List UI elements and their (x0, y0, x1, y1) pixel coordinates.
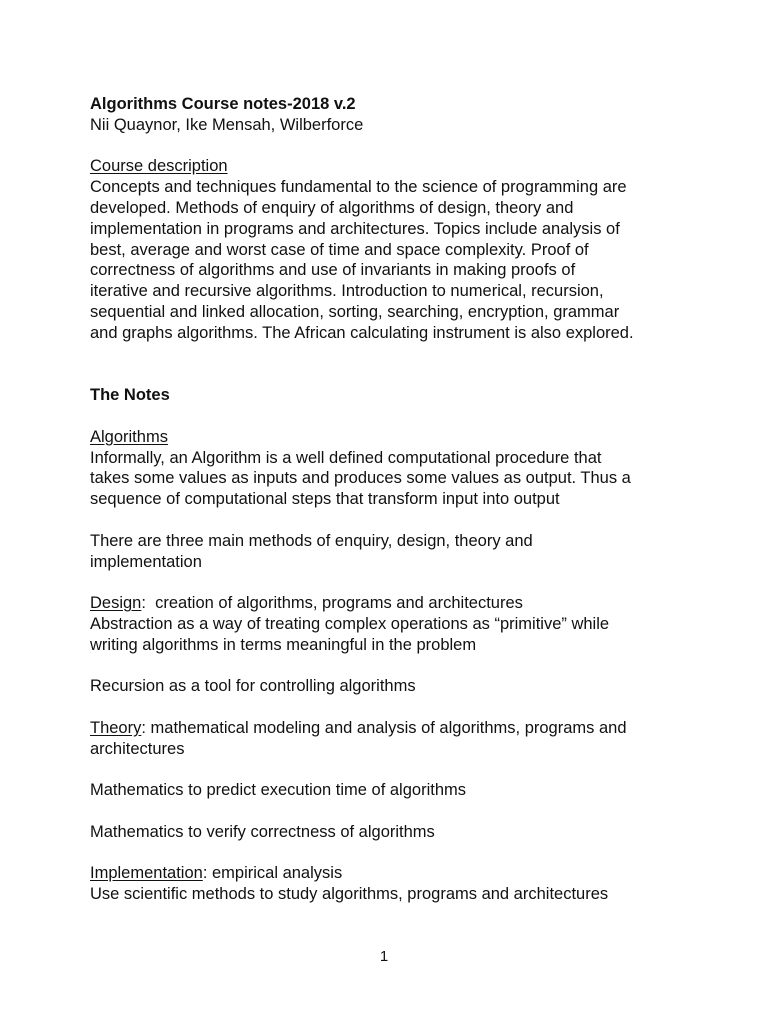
abstraction-line: writing algorithms in terms meaningful in the problem (90, 635, 477, 654)
math-verify-line: Mathematics to verify correctness of algorithms (90, 822, 435, 841)
recursion-line: Recursion as a tool for controlling algorithms (90, 677, 416, 696)
authors-line: Nii Quaynor, Ike Mensah, Wilberforce (90, 115, 364, 134)
course-description-line: best, average and worst case of time and space complexity. Proof of (90, 240, 589, 259)
implementation-label: Implementation (90, 864, 203, 883)
scientific-methods-line: Use scientific methods to study algorithms, programs and architectures (90, 885, 609, 904)
design-text: : creation of algorithms, programs and architectures (141, 594, 523, 613)
algorithms-heading: Algorithms (90, 427, 168, 446)
algorithms-line: Informally, an Algorithm is a well defined computational procedure that (90, 448, 602, 467)
design-label: Design (90, 594, 142, 613)
course-description-line: developed. Methods of enquiry of algorithms of design, theory and (90, 198, 574, 217)
algorithms-line: takes some values as inputs and produces some values as output. Thus a (90, 469, 631, 488)
theory-line-2: architectures (90, 739, 185, 758)
algorithms-paragraph (90, 448, 690, 510)
document-title: Algorithms Course notes-2018 v.2 (90, 95, 356, 113)
course-description-line: implementation in programs and architectures. Topics include analysis of (90, 219, 620, 238)
methods-line: implementation (90, 552, 202, 571)
algorithms-line: sequence of computational steps that transform input into output (90, 490, 560, 509)
course-description-heading: Course description (90, 157, 228, 176)
abstraction-paragraph (90, 614, 690, 656)
course-description-paragraph (90, 177, 690, 343)
notes-heading: The Notes (90, 386, 170, 405)
theory-line (90, 718, 690, 739)
theory-text: : mathematical modeling and analysis of algorithms, programs and (141, 718, 627, 737)
math-predict-line: Mathematics to predict execution time of algorithms (90, 781, 466, 800)
course-description-line: and graphs algorithms. The African calculating instrument is also explored. (90, 323, 634, 342)
methods-paragraph (90, 531, 690, 573)
course-description-line: iterative and recursive algorithms. Introduction to numerical, recursion, (90, 282, 604, 301)
implementation-line (90, 863, 690, 884)
abstraction-line: Abstraction as a way of treating complex operations as “primitive” while (90, 614, 610, 633)
page-number: 1 (379, 948, 389, 965)
course-description-line: correctness of algorithms and use of invariants in making proofs of (90, 261, 576, 280)
design-line (90, 593, 690, 614)
course-description-line: sequential and linked allocation, sorting, searching, encryption, grammar (90, 302, 620, 321)
implementation-text: : empirical analysis (202, 864, 343, 883)
document-page (90, 94, 690, 905)
methods-line: There are three main methods of enquiry, design, theory and (90, 531, 533, 550)
theory-label: Theory (90, 718, 142, 737)
course-description-line: Concepts and techniques fundamental to the science of programming are (90, 178, 627, 197)
